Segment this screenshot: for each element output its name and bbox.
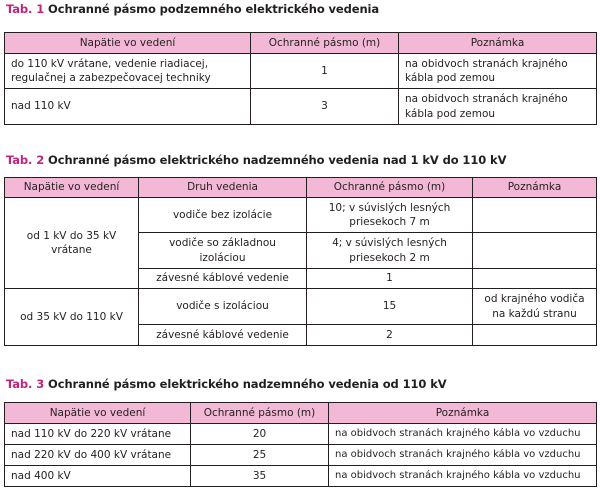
table-row <box>5 89 597 125</box>
tab1-number: Tab. 1 <box>6 2 45 16</box>
tab2-cell-type: vodiče so základnou izoláciou <box>139 233 307 269</box>
tab1-cell-zone: 1 <box>251 54 399 89</box>
tab1-cell-voltage: nad 110 kV <box>5 89 251 125</box>
table-row <box>5 466 597 487</box>
tab3-cell-zone: 35 <box>191 466 329 487</box>
tab2-cell-type: závesné káblové vedenie <box>139 325 307 346</box>
tab1-title: Ochranné pásmo podzemného elektrického vedenia <box>48 2 380 16</box>
tab1-header-zone: Ochranné pásmo (m) <box>251 33 399 54</box>
tab2-cell-note <box>473 233 597 269</box>
tab1-cell-voltage: do 110 kV vrátane, vedenie riadiacej, regulačnej a zabezpečovacej techniky <box>5 54 251 89</box>
tab2-cell-note <box>473 269 597 289</box>
table-row <box>5 424 597 445</box>
tab2-cell-zone: 10; v súvislých lesných priesekoch 7 m <box>307 198 473 233</box>
table-row <box>5 445 597 466</box>
tab3-cell-note: na obidvoch stranách krajného kábla vo vzduchu <box>329 424 597 445</box>
tab2-cell-note: od krajného vodiča na každú stranu <box>473 289 597 325</box>
tab1-cell-note: na obidvoch stranách krajného kábla pod zemou <box>399 54 597 89</box>
tab2-header-note: Poznámka <box>473 178 597 198</box>
tab2-cell-zone: 2 <box>307 325 473 346</box>
tab2-cell-type: závesné káblové vedenie <box>139 269 307 289</box>
tab1-table <box>4 32 597 125</box>
tab2-cell-zone: 4; v súvislých lesných priesekoch 2 m <box>307 233 473 269</box>
tab2-group-voltage-1: od 1 kV do 35 kV vrátane <box>5 198 139 289</box>
tab2-header-voltage: Napätie vo vedení <box>5 178 139 198</box>
tab2-group-voltage-2: od 35 kV do 110 kV <box>5 289 139 346</box>
tab1-header-note: Poznámka <box>399 33 597 54</box>
tab2-number: Tab. 2 <box>6 153 45 167</box>
tab2-header-row <box>5 178 597 198</box>
table-row <box>5 198 597 233</box>
table-row <box>5 289 597 325</box>
tab2-cell-note <box>473 198 597 233</box>
table-row <box>5 54 597 89</box>
tab2-cell-note <box>473 325 597 346</box>
tab3-number: Tab. 3 <box>6 377 45 391</box>
tab1-cell-zone: 3 <box>251 89 399 125</box>
tab2-cell-zone: 1 <box>307 269 473 289</box>
tab2-title: Ochranné pásmo elektrického nadzemného vedenia nad 1 kV do 110 kV <box>48 153 507 167</box>
tab2-cell-zone: 15 <box>307 289 473 325</box>
tab3-caption <box>6 377 447 393</box>
tab1-header-voltage: Napätie vo vedení <box>5 33 251 54</box>
tab2-header-zone: Ochranné pásmo (m) <box>307 178 473 198</box>
tab2-header-type: Druh vedenia <box>139 178 307 198</box>
tab3-header-note: Poznámka <box>329 403 597 424</box>
tab2-caption <box>6 153 506 169</box>
tab3-header-row <box>5 403 597 424</box>
tab1-cell-note: na obidvoch stranách krajného kábla pod zemou <box>399 89 597 125</box>
tab2-cell-type: vodiče bez izolácie <box>139 198 307 233</box>
tab2-cell-type: vodiče s izoláciou <box>139 289 307 325</box>
tab3-cell-voltage: nad 110 kV do 220 kV vrátane <box>5 424 191 445</box>
tab3-table <box>4 402 597 487</box>
tab1-caption <box>6 2 379 18</box>
tab2-table <box>4 177 597 346</box>
tab3-header-voltage: Napätie vo vedení <box>5 403 191 424</box>
tab3-cell-note: na obidvoch stranách krajného kábla vo vzduchu <box>329 466 597 487</box>
tab3-cell-zone: 20 <box>191 424 329 445</box>
tab3-cell-voltage: nad 220 kV do 400 kV vrátane <box>5 445 191 466</box>
tab3-cell-voltage: nad 400 kV <box>5 466 191 487</box>
tab1-header-row <box>5 33 597 54</box>
tab3-title: Ochranné pásmo elektrického nadzemného vedenia od 110 kV <box>48 377 447 391</box>
tab3-cell-note: na obidvoch stranách krajného kábla vo vzduchu <box>329 445 597 466</box>
tab3-header-zone: Ochranné pásmo (m) <box>191 403 329 424</box>
tab3-cell-zone: 25 <box>191 445 329 466</box>
